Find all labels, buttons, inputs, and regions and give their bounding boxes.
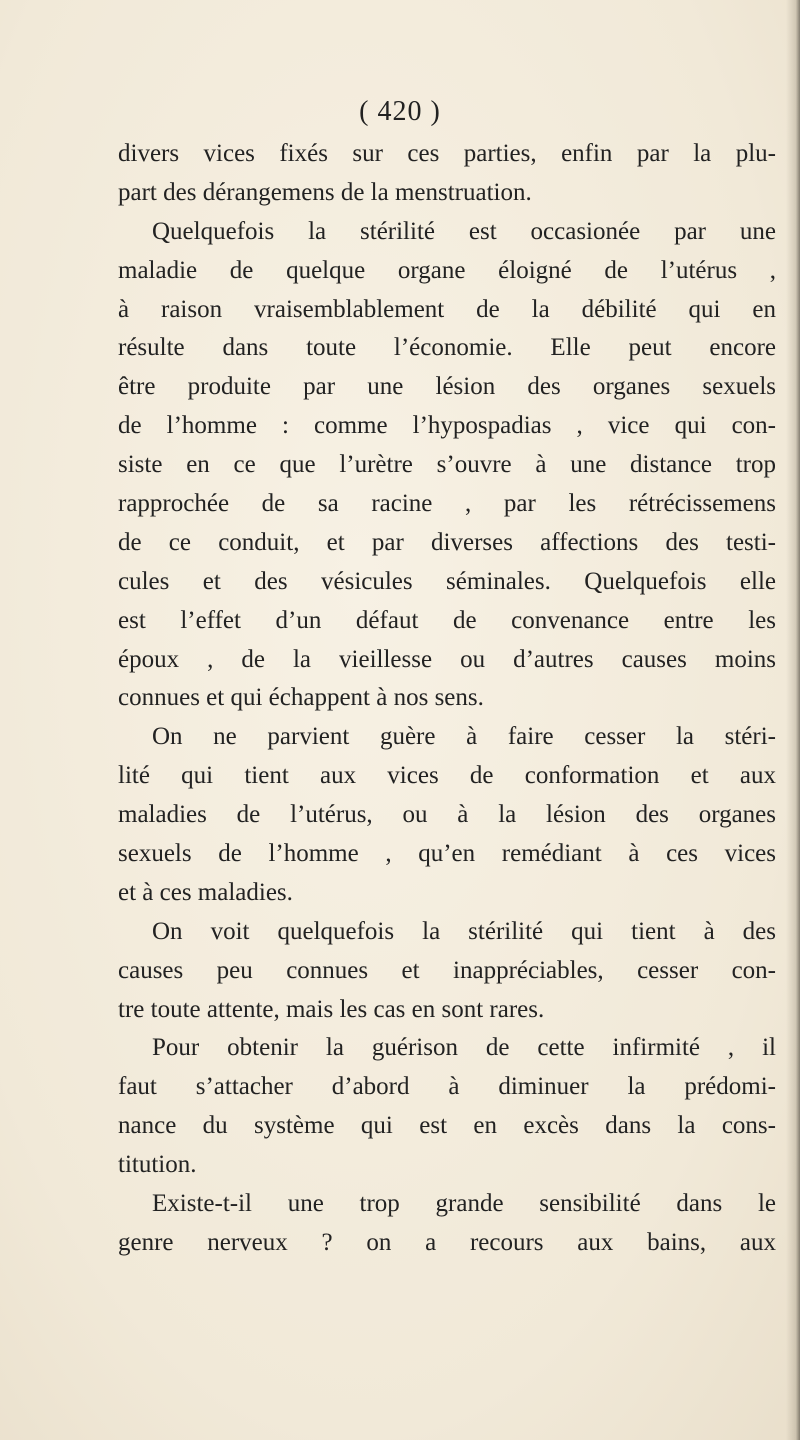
text-line: Quelquefois la stérilité est occasionée par une xyxy=(152,217,776,245)
text-line: causes peu connues et inappréciables, cesser con- xyxy=(118,956,776,984)
text-line: lité qui tient aux vices de conformation et aux xyxy=(118,762,776,790)
text-line: Pour obtenir la guérison de cette infirmité , il xyxy=(152,1034,776,1062)
text-line: part des dérangemens de la menstruation. xyxy=(118,178,532,206)
text-line: époux , de la vieillesse ou d’autres causes moins xyxy=(118,645,776,673)
text-line: On voit quelquefois la stérilité qui tient à des xyxy=(152,917,776,945)
text-line: de ce conduit, et par diverses affections des testi- xyxy=(118,528,776,556)
text-line: On ne parvient guère à faire cesser la stéri- xyxy=(152,723,776,751)
text-line: est l’effet d’un défaut de convenance entre les xyxy=(118,606,776,634)
text-line: siste en ce que l’urètre s’ouvre à une distance trop xyxy=(118,451,776,479)
text-line: titution. xyxy=(118,1151,197,1179)
body-text xyxy=(118,135,776,1263)
text-line: genre nerveux ? on a recours aux bains, aux xyxy=(118,1228,776,1256)
text-line: Existe-t-il une trop grande sensibilité dans le xyxy=(152,1190,776,1218)
text-line: connues et qui échappent à nos sens. xyxy=(118,684,484,712)
text-line: cules et des vésicules séminales. Quelquefois elle xyxy=(118,567,776,595)
page-number: ( 420 ) xyxy=(359,96,441,127)
text-line: tre toute attente, mais les cas en sont rares. xyxy=(118,995,545,1023)
text-line: rapprochée de sa racine , par les rétrécissemens xyxy=(118,490,776,518)
text-line: sexuels de l’homme , qu’en remédiant à ces vices xyxy=(118,840,776,868)
text-line: faut s’attacher d’abord à diminuer la prédomi- xyxy=(118,1073,776,1101)
text-line: nance du système qui est en excès dans la cons- xyxy=(118,1112,776,1140)
text-line: et à ces maladies. xyxy=(118,878,293,906)
text-line: de l’homme : comme l’hypospadias , vice qui con- xyxy=(118,412,776,440)
text-line: maladie de quelque organe éloigné de l’utérus , xyxy=(118,256,776,284)
text-line: résulte dans toute l’économie. Elle peut encore xyxy=(118,334,776,362)
page-edge-shadow xyxy=(786,0,800,1440)
text-line: divers vices fixés sur ces parties, enfin par la plu- xyxy=(118,140,776,167)
text-line: maladies de l’utérus, ou à la lésion des organes xyxy=(118,801,776,829)
text-line: être produite par une lésion des organes sexuels xyxy=(118,373,776,401)
text-line: à raison vraisemblablement de la débilité qui en xyxy=(118,295,776,323)
